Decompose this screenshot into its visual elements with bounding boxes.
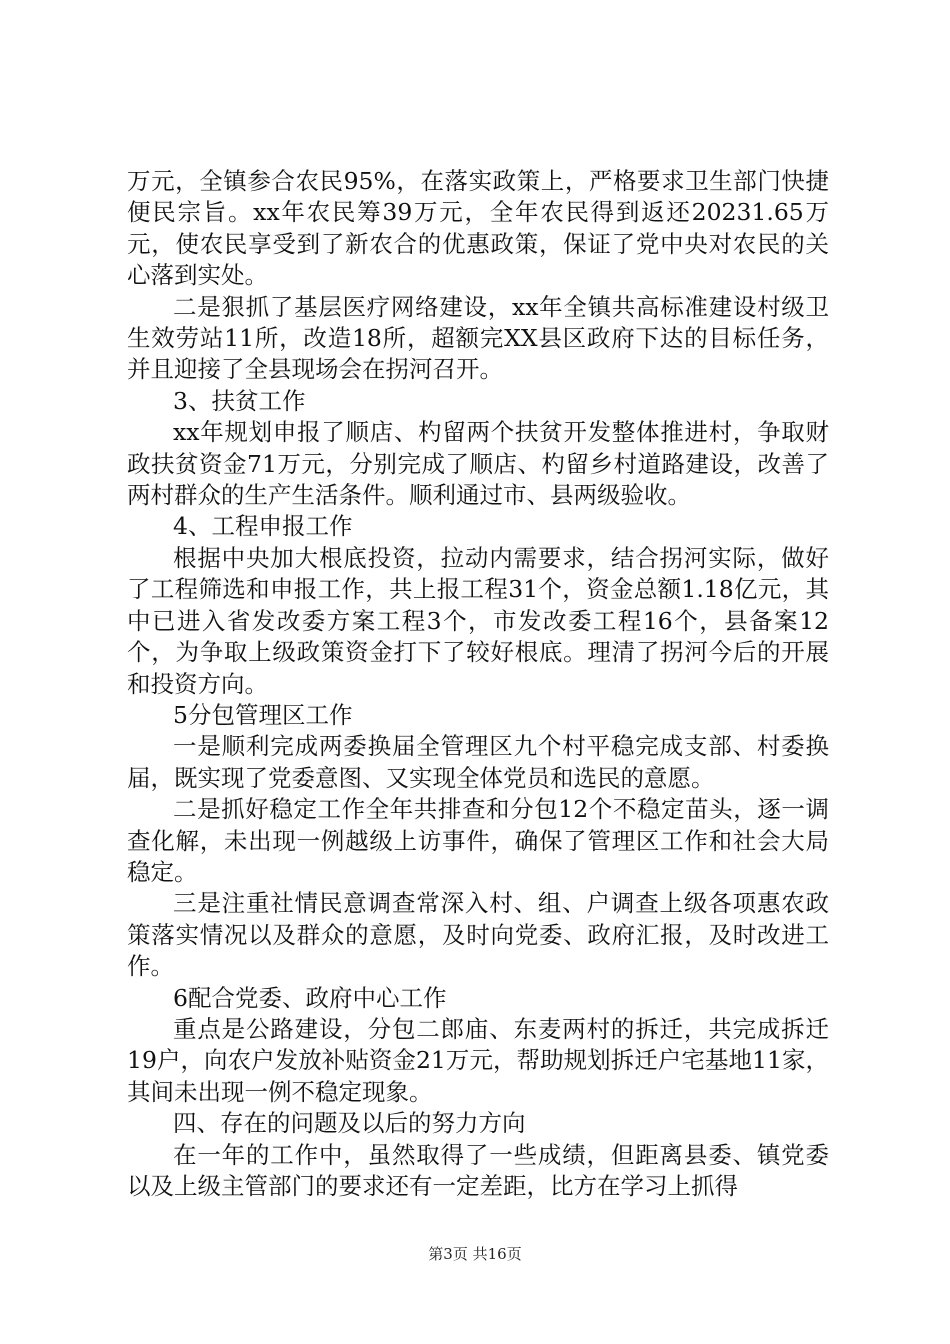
paragraph-district-3: 三是注重社情民意调查常深入村、组、户调查上级各项惠农政策落实情况以及群众的意愿，及时向党委、政府汇报，及时改进工作。 [127, 889, 829, 981]
section-heading-poverty: 3、扶贫工作 [173, 386, 306, 415]
section-heading-central-work: 6配合党委、政府中心工作 [173, 983, 447, 1012]
paragraph-central-work: 重点是公路建设，分包二郎庙、东麦两村的拆迁，共完成拆迁19户，向农户发放补贴资金21万元，帮助规划拆迁户宅基地11家，其间未出现一例不稳定现象。 [127, 1014, 829, 1106]
section-heading-problems: 四、存在的问题及以后的努力方向 [173, 1109, 526, 1138]
page-number-label: 第3页 共16页 [428, 1245, 522, 1263]
paragraph-problems: 在一年的工作中，虽然取得了一些成绩，但距离县委、镇党委以及上级主管部门的要求还有一定差距，比方在学习上抓得 [127, 1140, 829, 1200]
paragraph-district-1: 一是顺利完成两委换届全管理区九个村平稳完成支部、村委换届，既实现了党委意图、又实现全体党员和选民的意愿。 [127, 732, 829, 792]
document-body [127, 166, 829, 1202]
paragraph-district-2: 二是抓好稳定工作全年共排查和分包12个不稳定苗头，逐一调查化解，未出现一例越级上访事件，确保了管理区工作和社会大局稳定。 [127, 795, 829, 886]
section-heading-district: 5分包管理区工作 [173, 700, 353, 729]
paragraph-2: 二是狠抓了基层医疗网络建设，xx年全镇共高标准建设村级卫生效劳站11所，改造18所，超额完XX县区政府下达的目标任务，并且迎接了全县现场会在拐河召开。 [127, 292, 829, 384]
paragraph-projects: 根据中央加大根底投资，拉动内需要求，结合拐河实际，做好了工程筛选和申报工作，共上报工程31个，资金总额1.18亿元，其中已进入省发改委方案工程3个，市发改委工程16个，县备案12个，为争取上级政策资金打下了较好根底。理清了拐河今后的开展和投资方向。 [127, 543, 829, 698]
section-heading-projects: 4、工程申报工作 [173, 512, 353, 541]
page-footer [0, 1243, 950, 1264]
paragraph-poverty: xx年规划申报了顺店、杓留两个扶贫开发整体推进村，争取财政扶贫资金71万元，分别完成了顺店、杓留乡村道路建设，改善了两村群众的生产生活条件。顺利通过市、县两级验收。 [127, 418, 829, 510]
paragraph-1: 万元，全镇参合农民95%，在落实政策上，严格要求卫生部门快捷便民宗旨。xx年农民筹39万元，全年农民得到返还20231.65万元，使农民享受到了新农合的优惠政策，保证了党中央对农民的关心落到实处。 [127, 167, 829, 290]
